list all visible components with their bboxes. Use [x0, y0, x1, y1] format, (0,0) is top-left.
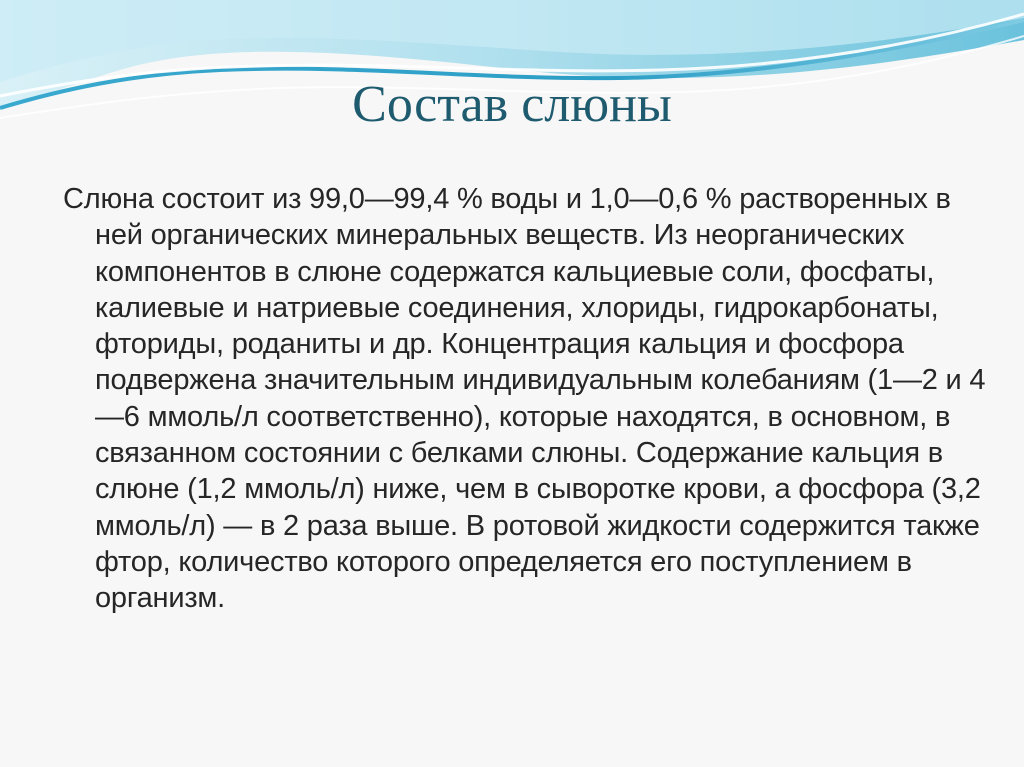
slide-body-text: Слюна состоит из 99,0—99,4 % воды и 1,0—0,6 % растворенных в ней органических минеральных веществ. Из неорганических компонентов в слюне содержатся кальциевые соли, фосфаты, калиевые и натриевые соединения, хлориды, гидрокарбонаты, фториды, роданиты и др. Концентрация кальция и фосфора подвержена значительным индивидуальным колебаниям (1—2 и 4—6 ммоль/л соответственно), которые находятся, в основном, в связанном состоянии с белками слюны. Содержание кальция в слюне (1,2 ммоль/л) ниже, чем в сыворотке крови, а фосфора (3,2 ммоль/л) — в 2 раза выше. В ротовой жидкости содержится также фтор, количество которого определяется его поступлением в организм.	[63, 183, 986, 615]
slide-title: Состав слюны	[352, 76, 672, 133]
